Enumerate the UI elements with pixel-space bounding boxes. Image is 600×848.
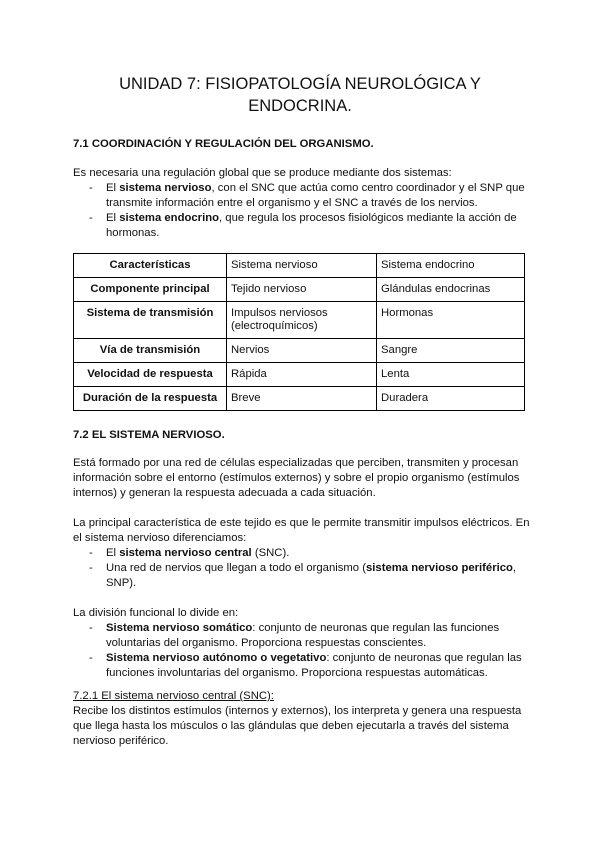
section-7-2-body (73, 456, 533, 681)
table-row-label: Componente principal (74, 278, 227, 302)
table-row-label: Vía de transmisión (74, 339, 227, 363)
list-item: - El sistema endocrino, que regula los procesos fisiológicos mediante la acción de hormonas. (73, 211, 533, 241)
title-line-1: UNIDAD 7: FISIOPATOLOGÍA NEUROLÓGICA Y (119, 75, 481, 93)
list-item: - El sistema nervioso, con el SNC que actúa como centro coordinador y el SNP que transmite información entre el organismo y el SNC a través de los nervios. (73, 181, 533, 211)
table-row-label: Sistema de transmisión (74, 302, 227, 339)
table-header-cell: Características (74, 254, 227, 278)
table-cell: Tejido nervioso (227, 278, 377, 302)
table-row (74, 363, 525, 387)
functional-division-list (73, 621, 533, 681)
list-item: - Sistema nervioso somático: conjunto de neuronas que regulan las funciones voluntarias del organismo. Proporciona respuestas conscientes. (73, 621, 533, 651)
section-7-1-intro: Es necesaria una regulación global que se produce mediante dos sistemas: (73, 167, 452, 179)
table-row (74, 278, 525, 302)
table-row (74, 339, 525, 363)
table-cell: Glándulas endocrinas (377, 278, 525, 302)
systems-list (73, 181, 533, 241)
section-7-1-body (73, 166, 533, 241)
paragraph: Está formado por una red de células especializadas que perciben, transmiten y procesan información sobre el entorno (estímulos externos) y sobre el propio organismo (estímulos internos) y generan la respuesta adecuada a cada situación. (73, 457, 520, 499)
table-cell: Breve (227, 387, 377, 411)
section-7-2-1 (73, 689, 533, 749)
paragraph: Recibe los distintos estímulos (internos y externos), los interpreta y genera una respuesta que llega hasta los músculos o las glándulas que deben ejecutarla a través del sistema nervioso periférico. (73, 705, 522, 747)
table-row-label: Velocidad de respuesta (74, 363, 227, 387)
table-row (74, 387, 525, 411)
table-header-cell: Sistema nervioso (227, 254, 377, 278)
table-cell: Duradera (377, 387, 525, 411)
paragraph: La división funcional lo divide en: (73, 607, 239, 619)
paragraph: La principal característica de este tejido es que le permite transmitir impulsos eléctricos. En el sistema nervioso diferenciamos: (73, 517, 530, 544)
table-cell: Hormonas (377, 302, 525, 339)
table-cell: Rápida (227, 363, 377, 387)
section-7-2-heading: 7.2 EL SISTEMA NERVIOSO. (73, 429, 225, 441)
nervous-system-parts-list (73, 546, 533, 591)
table-cell: Nervios (227, 339, 377, 363)
table-row-label: Duración de la respuesta (74, 387, 227, 411)
table-cell: Lenta (377, 363, 525, 387)
table-row (74, 302, 525, 339)
table-header-row (74, 254, 525, 278)
table-cell: Impulsos nerviosos (electroquímicos) (227, 302, 377, 339)
section-7-2-1-heading: 7.2.1 El sistema nervioso central (SNC): (73, 690, 274, 702)
list-item: - Sistema nervioso autónomo o vegetativo: conjunto de neuronas que regulan las funciones involuntarias del organismo. Proporciona respuestas automáticas. (73, 651, 533, 681)
table-cell: Sangre (377, 339, 525, 363)
title-line-2: ENDOCRINA. (248, 97, 352, 115)
table-header-cell: Sistema endocrino (377, 254, 525, 278)
list-item: - El sistema nervioso central (SNC). (73, 546, 533, 561)
page-title (90, 73, 510, 117)
comparison-table (73, 253, 525, 411)
section-7-1-heading: 7.1 COORDINACIÓN Y REGULACIÓN DEL ORGANISMO. (73, 138, 374, 150)
list-item: - Una red de nervios que llegan a todo el organismo (sistema nervioso periférico, SNP). (73, 561, 533, 591)
